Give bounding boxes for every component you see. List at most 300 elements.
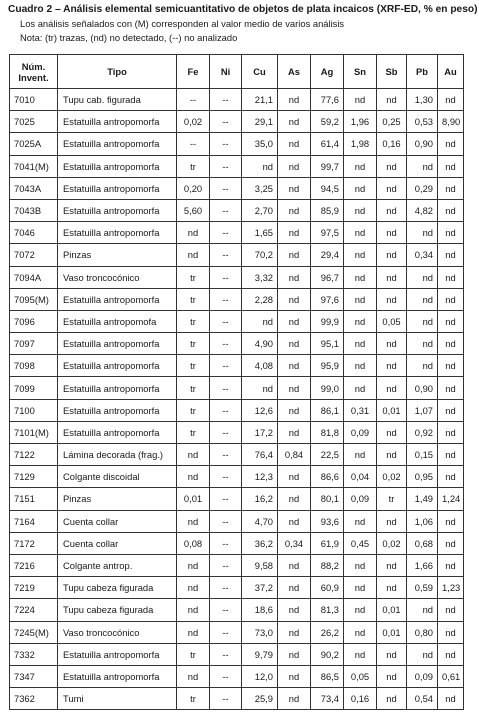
cell-type: Estatuilla antropomofa — [58, 310, 177, 332]
table-row — [10, 444, 464, 466]
cell-fe: -- — [177, 89, 210, 111]
cell-fe: nd — [177, 222, 210, 244]
table-title: Cuadro 2 – Análisis elemental semicuantitativo de objetos de plata incaicos (XRF-ED, % en peso) — [8, 4, 478, 15]
cell-sb: nd — [377, 244, 407, 266]
cell-inventory-number: 7097 — [10, 333, 58, 355]
cell-sb: 0,01 — [377, 621, 407, 643]
cell-cu: 36,2 — [242, 532, 278, 554]
cell-type: Estatuilla antropomorfa — [58, 155, 177, 177]
cell-as: nd — [278, 688, 311, 710]
cell-sb: nd — [377, 688, 407, 710]
cell-au: nd — [438, 466, 464, 488]
cell-type: Tupu cab. figurada — [58, 89, 177, 111]
cell-as: nd — [278, 488, 311, 510]
cell-sb: 0,01 — [377, 399, 407, 421]
cell-cu: 1,65 — [242, 222, 278, 244]
cell-as: nd — [278, 89, 311, 111]
cell-au: 1,23 — [438, 577, 464, 599]
cell-inventory-number: 7094A — [10, 266, 58, 288]
cell-inventory-number: 7041(M) — [10, 155, 58, 177]
cell-au: nd — [438, 643, 464, 665]
cell-inventory-number: 7099 — [10, 377, 58, 399]
cell-sb: nd — [377, 665, 407, 687]
cell-ag: 86,6 — [311, 466, 344, 488]
table-row — [10, 155, 464, 177]
cell-sb: nd — [377, 377, 407, 399]
cell-sb: nd — [377, 222, 407, 244]
cell-sn: 0,05 — [344, 665, 377, 687]
cell-ag: 88,2 — [311, 554, 344, 576]
cell-au: nd — [438, 199, 464, 221]
cell-cu: nd — [242, 377, 278, 399]
cell-sn: nd — [344, 599, 377, 621]
cell-fe: 0,02 — [177, 111, 210, 133]
table-row — [10, 421, 464, 443]
cell-as: nd — [278, 510, 311, 532]
cell-ni: -- — [210, 599, 242, 621]
cell-as: nd — [278, 621, 311, 643]
table-row — [10, 554, 464, 576]
cell-ni: -- — [210, 444, 242, 466]
cell-au: nd — [438, 310, 464, 332]
cell-as: nd — [278, 266, 311, 288]
table-row — [10, 244, 464, 266]
cell-sn: nd — [344, 444, 377, 466]
cell-type: Pinzas — [58, 488, 177, 510]
cell-fe: tr — [177, 333, 210, 355]
cell-inventory-number: 7010 — [10, 89, 58, 111]
cell-ni: -- — [210, 266, 242, 288]
cell-fe: nd — [177, 665, 210, 687]
table-row — [10, 133, 464, 155]
cell-au: nd — [438, 688, 464, 710]
cell-au: nd — [438, 399, 464, 421]
cell-sn: 0,09 — [344, 421, 377, 443]
analysis-table — [9, 54, 464, 710]
cell-as: nd — [278, 599, 311, 621]
cell-ag: 26,2 — [311, 621, 344, 643]
cell-cu: 9,58 — [242, 554, 278, 576]
cell-cu: 2,70 — [242, 199, 278, 221]
cell-fe: tr — [177, 266, 210, 288]
cell-ni: -- — [210, 510, 242, 532]
cell-ag: 97,6 — [311, 288, 344, 310]
cell-ni: -- — [210, 133, 242, 155]
cell-inventory-number: 7043A — [10, 177, 58, 199]
cell-ni: -- — [210, 577, 242, 599]
cell-as: nd — [278, 333, 311, 355]
cell-type: Estatuilla antropomorfa — [58, 399, 177, 421]
cell-type: Colgante antrop. — [58, 554, 177, 576]
cell-sb: nd — [377, 89, 407, 111]
caption-note-legend: Nota: (tr) trazas, (nd) no detectado, (--) no analizado — [20, 32, 238, 43]
cell-fe: tr — [177, 355, 210, 377]
cell-au: nd — [438, 421, 464, 443]
cell-as: 0,34 — [278, 532, 311, 554]
cell-ni: -- — [210, 466, 242, 488]
cell-fe: tr — [177, 288, 210, 310]
table-row — [10, 577, 464, 599]
cell-as: nd — [278, 244, 311, 266]
cell-ni: -- — [210, 89, 242, 111]
cell-sb: nd — [377, 577, 407, 599]
cell-inventory-number: 7095(M) — [10, 288, 58, 310]
cell-as: nd — [278, 665, 311, 687]
cell-type: Estatuilla antropomorfa — [58, 133, 177, 155]
cell-sb: 0,02 — [377, 466, 407, 488]
cell-ag: 94,5 — [311, 177, 344, 199]
cell-cu: 2,28 — [242, 288, 278, 310]
cell-sn: nd — [344, 155, 377, 177]
cell-inventory-number: 7172 — [10, 532, 58, 554]
table-row — [10, 621, 464, 643]
table-caption — [8, 3, 478, 45]
cell-cu: nd — [242, 155, 278, 177]
header-cu: Cu — [242, 55, 278, 89]
cell-fe: nd — [177, 599, 210, 621]
cell-ag: 93,6 — [311, 510, 344, 532]
header-ni: Ni — [210, 55, 242, 89]
header-ag: Ag — [311, 55, 344, 89]
cell-sn: 0,45 — [344, 532, 377, 554]
cell-as: nd — [278, 177, 311, 199]
cell-au: nd — [438, 554, 464, 576]
header-au: Au — [438, 55, 464, 89]
cell-au: nd — [438, 89, 464, 111]
cell-inventory-number: 7332 — [10, 643, 58, 665]
cell-sb: 0,01 — [377, 599, 407, 621]
cell-fe: nd — [177, 510, 210, 532]
cell-pb: 1,30 — [407, 89, 438, 111]
cell-sn: 0,04 — [344, 466, 377, 488]
cell-ni: -- — [210, 532, 242, 554]
cell-sb: 0,25 — [377, 111, 407, 133]
cell-sb: nd — [377, 355, 407, 377]
table-row — [10, 199, 464, 221]
cell-cu: 12,3 — [242, 466, 278, 488]
cell-cu: 4,90 — [242, 333, 278, 355]
table-row — [10, 266, 464, 288]
cell-type: Vaso troncocónico — [58, 621, 177, 643]
cell-sb: nd — [377, 288, 407, 310]
cell-ni: -- — [210, 177, 242, 199]
cell-ag: 85,9 — [311, 199, 344, 221]
cell-sb: nd — [377, 554, 407, 576]
table-row — [10, 310, 464, 332]
cell-ag: 95,1 — [311, 333, 344, 355]
cell-fe: tr — [177, 155, 210, 177]
header-as: As — [278, 55, 311, 89]
cell-ag: 99,7 — [311, 155, 344, 177]
cell-inventory-number: 7219 — [10, 577, 58, 599]
cell-cu: 9,79 — [242, 643, 278, 665]
cell-au: nd — [438, 133, 464, 155]
cell-inventory-number: 7362 — [10, 688, 58, 710]
table-row — [10, 111, 464, 133]
cell-as: nd — [278, 466, 311, 488]
cell-inventory-number: 7072 — [10, 244, 58, 266]
table-row — [10, 355, 464, 377]
cell-fe: -- — [177, 133, 210, 155]
cell-pb: 0,54 — [407, 688, 438, 710]
cell-pb: nd — [407, 599, 438, 621]
cell-ag: 81,3 — [311, 599, 344, 621]
header-pb: Pb — [407, 55, 438, 89]
cell-sn: 1,96 — [344, 111, 377, 133]
table-body — [10, 89, 464, 710]
cell-au: 1,24 — [438, 488, 464, 510]
cell-ag: 97,5 — [311, 222, 344, 244]
header-inventory-number: Núm. Invent. — [10, 55, 58, 89]
cell-inventory-number: 7245(M) — [10, 621, 58, 643]
cell-au: nd — [438, 532, 464, 554]
table-row — [10, 599, 464, 621]
cell-type: Estatuilla antropomorfa — [58, 421, 177, 443]
cell-sn: nd — [344, 244, 377, 266]
cell-cu: 12,0 — [242, 665, 278, 687]
cell-sb: nd — [377, 421, 407, 443]
cell-pb: 0,09 — [407, 665, 438, 687]
cell-fe: nd — [177, 244, 210, 266]
cell-inventory-number: 7096 — [10, 310, 58, 332]
cell-au: nd — [438, 599, 464, 621]
cell-sn: nd — [344, 643, 377, 665]
cell-as: nd — [278, 155, 311, 177]
cell-as: nd — [278, 222, 311, 244]
cell-as: nd — [278, 355, 311, 377]
cell-au: nd — [438, 266, 464, 288]
cell-ag: 61,4 — [311, 133, 344, 155]
cell-as: nd — [278, 111, 311, 133]
cell-type: Cuenta collar — [58, 510, 177, 532]
cell-sn: nd — [344, 355, 377, 377]
cell-ag: 99,9 — [311, 310, 344, 332]
cell-fe: 5,60 — [177, 199, 210, 221]
cell-inventory-number: 7151 — [10, 488, 58, 510]
cell-sb: 0,02 — [377, 532, 407, 554]
cell-type: Pinzas — [58, 244, 177, 266]
cell-ag: 59,2 — [311, 111, 344, 133]
cell-as: nd — [278, 377, 311, 399]
cell-cu: 16,2 — [242, 488, 278, 510]
cell-type: Lámina decorada (frag.) — [58, 444, 177, 466]
cell-pb: 0,92 — [407, 421, 438, 443]
table-row — [10, 177, 464, 199]
cell-pb: nd — [407, 222, 438, 244]
cell-ag: 77,6 — [311, 89, 344, 111]
cell-inventory-number: 7046 — [10, 222, 58, 244]
cell-inventory-number: 7122 — [10, 444, 58, 466]
cell-fe: tr — [177, 643, 210, 665]
cell-type: Estatuilla antropomorfa — [58, 111, 177, 133]
cell-as: nd — [278, 421, 311, 443]
cell-inventory-number: 7100 — [10, 399, 58, 421]
cell-sb: nd — [377, 444, 407, 466]
cell-sn: nd — [344, 310, 377, 332]
cell-cu: 70,2 — [242, 244, 278, 266]
cell-ni: -- — [210, 310, 242, 332]
cell-fe: tr — [177, 688, 210, 710]
cell-cu: 35,0 — [242, 133, 278, 155]
cell-as: nd — [278, 199, 311, 221]
cell-ni: -- — [210, 111, 242, 133]
table-row — [10, 222, 464, 244]
cell-ni: -- — [210, 355, 242, 377]
cell-ni: -- — [210, 554, 242, 576]
cell-pb: 0,90 — [407, 377, 438, 399]
cell-sn: nd — [344, 554, 377, 576]
cell-type: Colgante discoidal — [58, 466, 177, 488]
cell-ag: 96,7 — [311, 266, 344, 288]
cell-sn: nd — [344, 510, 377, 532]
cell-au: 0,61 — [438, 665, 464, 687]
cell-ag: 60,9 — [311, 577, 344, 599]
table-row — [10, 510, 464, 532]
cell-sn: 0,31 — [344, 399, 377, 421]
cell-ni: -- — [210, 688, 242, 710]
cell-type: Tupu cabeza figurada — [58, 599, 177, 621]
header-type: Tipo — [58, 55, 177, 89]
cell-fe: tr — [177, 421, 210, 443]
cell-pb: nd — [407, 643, 438, 665]
cell-cu: 73,0 — [242, 621, 278, 643]
cell-sn: 1,98 — [344, 133, 377, 155]
cell-fe: tr — [177, 377, 210, 399]
cell-cu: 12,6 — [242, 399, 278, 421]
cell-type: Vaso troncocónico — [58, 266, 177, 288]
cell-type: Estatuilla antropomorfa — [58, 333, 177, 355]
cell-ni: -- — [210, 222, 242, 244]
table-row — [10, 377, 464, 399]
cell-type: Estatuilla antropomorfa — [58, 199, 177, 221]
cell-sb: nd — [377, 510, 407, 532]
cell-sn: 0,16 — [344, 688, 377, 710]
cell-au: nd — [438, 244, 464, 266]
cell-sb: tr — [377, 488, 407, 510]
cell-inventory-number: 7224 — [10, 599, 58, 621]
cell-inventory-number: 7025 — [10, 111, 58, 133]
cell-sn: nd — [344, 222, 377, 244]
table-row — [10, 643, 464, 665]
cell-pb: nd — [407, 355, 438, 377]
cell-pb: 0,95 — [407, 466, 438, 488]
cell-ni: -- — [210, 199, 242, 221]
cell-sb: nd — [377, 155, 407, 177]
cell-type: Estatuilla antropomorfa — [58, 177, 177, 199]
caption-note-mean: Los análisis señalados con (M) corresponden al valor medio de varios análisis — [20, 18, 345, 29]
header-sb: Sb — [377, 55, 407, 89]
cell-pb: 1,66 — [407, 554, 438, 576]
table-row — [10, 532, 464, 554]
cell-inventory-number: 7101(M) — [10, 421, 58, 443]
cell-pb: nd — [407, 155, 438, 177]
cell-ag: 86,5 — [311, 665, 344, 687]
cell-sb: 0,16 — [377, 133, 407, 155]
cell-sb: 0,05 — [377, 310, 407, 332]
cell-ag: 22,5 — [311, 444, 344, 466]
cell-pb: 0,68 — [407, 532, 438, 554]
cell-ag: 81,8 — [311, 421, 344, 443]
cell-au: nd — [438, 155, 464, 177]
cell-inventory-number: 7129 — [10, 466, 58, 488]
table-row — [10, 89, 464, 111]
cell-sb: nd — [377, 199, 407, 221]
cell-type: Estatuilla antropomorfa — [58, 643, 177, 665]
cell-pb: nd — [407, 288, 438, 310]
cell-pb: 0,59 — [407, 577, 438, 599]
cell-cu: 3,32 — [242, 266, 278, 288]
cell-fe: 0,20 — [177, 177, 210, 199]
cell-fe: tr — [177, 310, 210, 332]
cell-inventory-number: 7216 — [10, 554, 58, 576]
cell-sb: nd — [377, 333, 407, 355]
cell-inventory-number: 7347 — [10, 665, 58, 687]
cell-pb: 0,29 — [407, 177, 438, 199]
cell-sn: nd — [344, 89, 377, 111]
cell-cu: 29,1 — [242, 111, 278, 133]
cell-fe: 0,01 — [177, 488, 210, 510]
cell-au: nd — [438, 510, 464, 532]
cell-as: nd — [278, 310, 311, 332]
cell-pb: 1,06 — [407, 510, 438, 532]
cell-fe: nd — [177, 444, 210, 466]
cell-cu: 18,6 — [242, 599, 278, 621]
cell-pb: 1,07 — [407, 399, 438, 421]
cell-pb: 0,34 — [407, 244, 438, 266]
cell-ag: 80,1 — [311, 488, 344, 510]
cell-inventory-number: 7043B — [10, 199, 58, 221]
cell-cu: 37,2 — [242, 577, 278, 599]
cell-as: nd — [278, 643, 311, 665]
cell-ni: -- — [210, 399, 242, 421]
cell-ag: 95,9 — [311, 355, 344, 377]
cell-fe: nd — [177, 466, 210, 488]
cell-sb: nd — [377, 266, 407, 288]
cell-as: nd — [278, 577, 311, 599]
cell-ag: 61,9 — [311, 532, 344, 554]
header-sn: Sn — [344, 55, 377, 89]
cell-fe: nd — [177, 621, 210, 643]
cell-sn: nd — [344, 266, 377, 288]
cell-cu: 25,9 — [242, 688, 278, 710]
cell-pb: 0,80 — [407, 621, 438, 643]
cell-cu: 21,1 — [242, 89, 278, 111]
cell-as: nd — [278, 554, 311, 576]
cell-pb: 1,49 — [407, 488, 438, 510]
cell-pb: 4,82 — [407, 199, 438, 221]
cell-fe: tr — [177, 399, 210, 421]
cell-fe: 0,08 — [177, 532, 210, 554]
cell-au: nd — [438, 288, 464, 310]
cell-ni: -- — [210, 488, 242, 510]
cell-cu: 4,70 — [242, 510, 278, 532]
cell-ni: -- — [210, 155, 242, 177]
cell-type: Tupu cabeza figurada — [58, 577, 177, 599]
cell-ag: 90,2 — [311, 643, 344, 665]
cell-as: nd — [278, 399, 311, 421]
cell-as: nd — [278, 133, 311, 155]
cell-sn: nd — [344, 199, 377, 221]
table-row — [10, 488, 464, 510]
table-header-row — [10, 55, 464, 89]
table-row — [10, 665, 464, 687]
cell-sn: nd — [344, 288, 377, 310]
cell-type: Estatuilla antropomorfa — [58, 222, 177, 244]
cell-ni: -- — [210, 288, 242, 310]
cell-inventory-number: 7164 — [10, 510, 58, 532]
cell-pb: nd — [407, 333, 438, 355]
cell-cu: 76,4 — [242, 444, 278, 466]
